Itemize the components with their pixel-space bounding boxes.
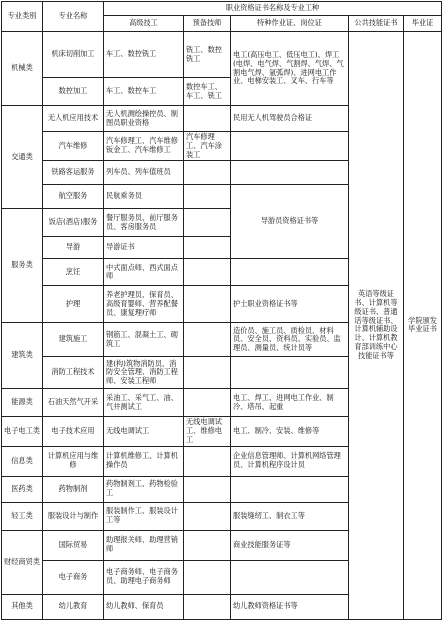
major-cell: 幼儿教育 [43,594,104,619]
senior-cell: 药物制剂工、药物检验工 [104,476,184,502]
senior-cell: 餐厅服务员、前厅服务员、客房服务员 [104,209,184,237]
major-cell: 无人机应用技术 [43,106,104,132]
major-cell: 石油天然气开采 [43,389,104,417]
technician-cell: 铣工、数控铣工 [184,32,231,78]
header-row [2,2,442,16]
senior-cell: 电子商务师、电子商务员、助理电子商务师 [104,560,184,594]
grad-cert-cell: 学院颁发毕业证书 [404,32,442,620]
header-major: 专业名称 [43,2,104,32]
major-cell: 饭店(酒店)服务 [43,209,104,237]
special-cell [231,161,349,185]
header-grad: 毕业证 [404,16,442,32]
major-cell: 导游 [43,237,104,259]
senior-cell: 助理报关师、助理营销师 [104,530,184,560]
major-cell: 电子技术应用 [43,417,104,446]
senior-cell: 车工、数控铣工 [104,32,184,78]
certificate-table [1,1,442,620]
major-cell: 国际贸易 [43,530,104,560]
special-cell: 电工、制冷、安装、维修等 [231,417,349,446]
header-senior: 高级技工 [104,16,184,32]
senior-cell: 建(构)筑物消防员、消防安全管理、消防工程师、安装工程师 [104,357,184,389]
technician-cell [184,560,231,594]
technician-cell [184,259,231,286]
technician-cell [184,530,231,560]
major-cell: 航空服务 [43,185,104,209]
header-special: 特种作业证、岗位证 [231,16,349,32]
header-category: 专业类别 [2,2,43,32]
technician-cell [184,185,231,209]
category-cell: 能源类 [2,389,43,417]
major-cell: 机床切削加工 [43,32,104,78]
major-cell: 汽车维修 [43,132,104,161]
senior-cell: 无人机测绘操控员、制图员职业资格 [104,106,184,132]
header-public: 公共技能证书 [349,16,404,32]
public-cert-cell: 英语等级证书、计算机等级证书、普通话等级证书、计算机辅助设计、计算机教育部训练中心技能证书等 [349,32,404,620]
category-cell: 交通类 [2,106,43,209]
technician-cell [184,237,231,259]
special-cell: 护士职业资格证书等 [231,286,349,323]
senior-cell: 养老护理员、保育员、高级育婴师、营养配餐员、康复理疗师 [104,286,184,323]
special-cell: 造价员、施工员、质检员、材料员、安全员、资料员、实验员、监理员、测量员、统计员等 [231,323,349,357]
senior-cell: 汽车修理工、汽车维修钣金工、汽车维修工 [104,132,184,161]
major-cell: 服装设计与制作 [43,502,104,530]
major-cell: 护理 [43,286,104,323]
table-row [2,32,442,78]
senior-cell: 计算机维修工、计算机操作员 [104,446,184,476]
technician-cell [184,106,231,132]
special-cell: 服装缝纫工、制衣工等 [231,502,349,530]
senior-cell: 服装制作工、服装设计工等 [104,502,184,530]
technician-cell [184,323,231,357]
senior-cell: 中式面点师、西式面点师 [104,259,184,286]
special-cell [231,259,349,286]
technician-cell [184,286,231,323]
technician-cell: 汽车修理工、汽车涂装工 [184,132,231,161]
special-cell [231,476,349,502]
special-cell [231,357,349,389]
technician-cell: 数控车工、车工、铣工 [184,78,231,106]
special-cell [231,560,349,594]
special-cell: 企业信息管理师、计算机网络管理员、计算机程序设计员 [231,446,349,476]
senior-cell: 无线电调试工 [104,417,184,446]
technician-cell [184,476,231,502]
technician-cell [184,594,231,619]
special-cell: 电工、焊工、进网电工作业、制冷、塔吊、起重 [231,389,349,417]
major-cell: 数控加工 [43,78,104,106]
senior-cell: 采油工、采气工、油、气井测试工 [104,389,184,417]
senior-cell: 民航乘务员 [104,185,184,209]
special-cell: 电工(高压电工、低压电工)、焊工(电焊、电气焊、气割焊、气焊、气割电气焊、氩弧焊)、进网电工作业、电梯安装工、叉车、行车等 [231,32,349,106]
category-cell: 机械类 [2,32,43,106]
senior-cell: 车工、数控车工 [104,78,184,106]
category-cell: 医药类 [2,476,43,502]
major-cell: 消防工程技术 [43,357,104,389]
senior-cell: 钢筋工、混凝土工、砌筑工 [104,323,184,357]
special-cell: 导游员资格证书等 [231,185,349,259]
category-cell: 电子电工类 [2,417,43,446]
technician-cell [184,357,231,389]
technician-cell [184,209,231,237]
senior-cell: 幼儿教师、保育员 [104,594,184,619]
category-cell: 信息类 [2,446,43,476]
special-cell: 幼儿教师资格证书等 [231,594,349,619]
technician-cell [184,446,231,476]
category-cell: 轻工类 [2,502,43,530]
major-cell: 烹饪 [43,259,104,286]
special-cell: 商业技能服务证等 [231,530,349,560]
senior-cell: 导游证书 [104,237,184,259]
major-cell: 铁路客运服务 [43,161,104,185]
special-cell [231,132,349,161]
major-cell: 药物制剂 [43,476,104,502]
category-cell: 建筑类 [2,323,43,389]
major-cell: 电子商务 [43,560,104,594]
technician-cell [184,161,231,185]
major-cell: 建筑施工 [43,323,104,357]
technician-cell [184,389,231,417]
header-cert-group: 职业资格证书名称及专业工种 [104,2,442,16]
category-cell: 服务类 [2,209,43,323]
major-cell: 计算机应用与维修 [43,446,104,476]
special-cell: 民用无人机驾驶员合格证 [231,106,349,132]
header-technician: 预备技师 [184,16,231,32]
senior-cell: 列车员、列车值班员 [104,161,184,185]
technician-cell [184,502,231,530]
category-cell: 财经商贸类 [2,530,43,594]
category-cell: 其他类 [2,594,43,619]
technician-cell: 无线电调试工、维修电工 [184,417,231,446]
